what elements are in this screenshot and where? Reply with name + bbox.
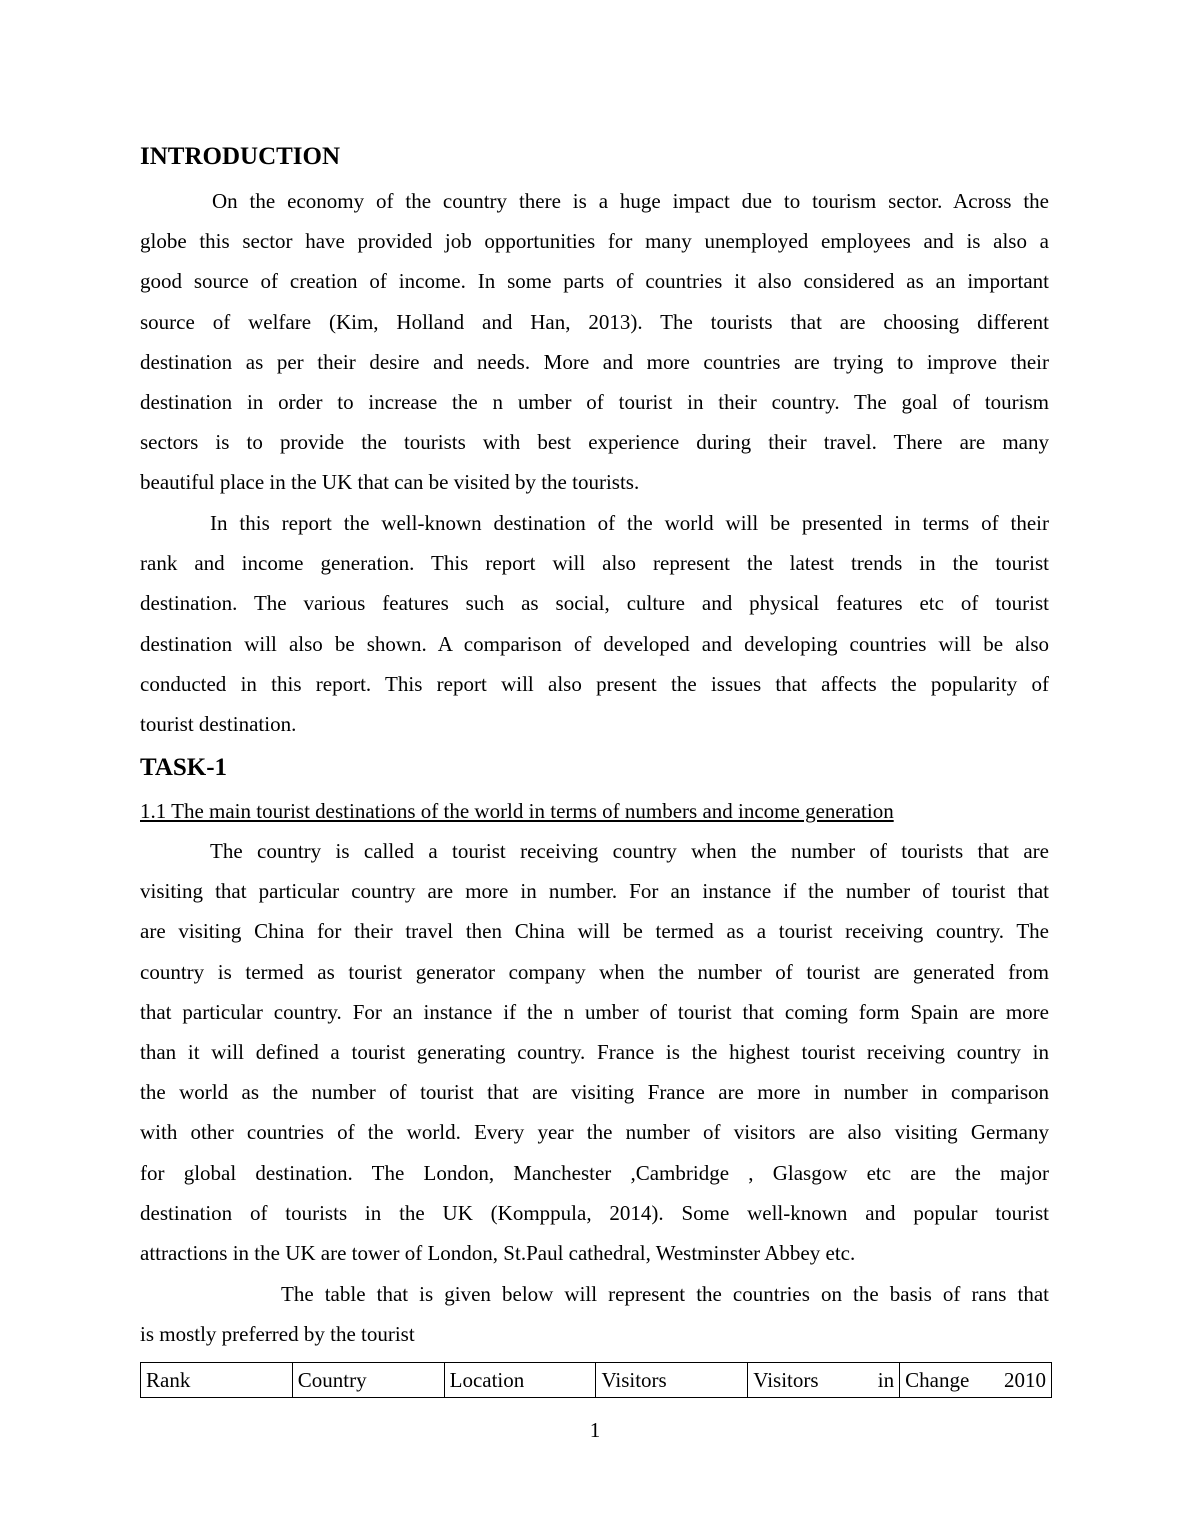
text-line: globe this sector have provided job opportunities for many unemployed employees and is also a [140, 229, 1049, 254]
introduction-heading: INTRODUCTION [140, 143, 341, 170]
intro-paragraph-2 [140, 503, 1049, 744]
text-line: destination in order to increase the n umber of tourist in their country. The goal of tourism [140, 389, 1049, 414]
intro-paragraph-1 [140, 181, 1049, 503]
text-line: beautiful place in the UK that can be visited by the tourists. [140, 470, 640, 495]
text-line: destination. The various features such as social, culture and physical features etc of tourist [140, 591, 1049, 616]
text-line: the world as the number of tourist that are visiting France are more in number in comparison [140, 1080, 1049, 1105]
text-line: for global destination. The London, Manchester ,Cambridge , Glasgow etc are the major [140, 1160, 1049, 1185]
header-visitors-in: Visitors in [748, 1363, 900, 1398]
task-paragraph-1 [140, 831, 1049, 1273]
text-line: source of welfare (Kim, Holland and Han, 2013). The tourists that are choosing different [140, 309, 1049, 334]
header-country: Country [292, 1363, 444, 1398]
task-paragraph-2 [140, 1274, 1049, 1354]
text-line: is mostly preferred by the tourist [140, 1322, 415, 1347]
text-line: country is termed as tourist generator company when the number of tourist are generated from [140, 959, 1049, 984]
text-line: sectors is to provide the tourists with best experience during their travel. There are many [140, 430, 1049, 455]
text-line: visiting that particular country are more in number. For an instance if the number of tourist that [140, 879, 1049, 904]
header-location: Location [444, 1363, 596, 1398]
text-line: rank and income generation. This report will also represent the latest trends in the tourist [140, 551, 1049, 576]
text-line: attractions in the UK are tower of London, St.Paul cathedral, Westminster Abbey etc. [140, 1240, 856, 1265]
header-change-2010: Change 2010 [900, 1363, 1052, 1398]
text-line: good source of creation of income. In some parts of countries it also considered as an important [140, 269, 1049, 294]
text-line: In this report the well-known destination of the world will be presented in terms of their [210, 511, 1049, 535]
text-line: than it will defined a tourist generating country. France is the highest tourist receiving country in [140, 1039, 1049, 1064]
text-line: destination of tourists in the UK (Komppula, 2014). Some well-known and popular tourist [140, 1200, 1049, 1225]
table-header-row [141, 1363, 1052, 1398]
text-line: with other countries of the world. Every year the number of visitors are also visiting Germany [140, 1120, 1049, 1145]
text-line: are visiting China for their travel then China will be termed as a tourist receiving country. The [140, 919, 1049, 944]
text-line: tourist destination. [140, 711, 297, 736]
text-line: The country is called a tourist receiving country when the number of tourists that are [210, 839, 1049, 863]
destinations-table [140, 1362, 1052, 1398]
page-number: 1 [589, 1418, 601, 1442]
header-rank: Rank [141, 1363, 293, 1398]
section-heading: 1.1 The main tourist destinations of the world in terms of numbers and income generation [140, 799, 894, 823]
text-line: destination will also be shown. A comparison of developed and developing countries will be also [140, 631, 1049, 656]
text-line: destination as per their desire and needs. More and more countries are trying to improve their [140, 349, 1049, 374]
text-line: that particular country. For an instance if the n umber of tourist that coming form Spain are more [140, 999, 1049, 1024]
text-line: conducted in this report. This report will also present the issues that affects the popularity of [140, 671, 1049, 696]
header-visitors: Visitors [596, 1363, 748, 1398]
text-line: The table that is given below will represent the countries on the basis of rans that [281, 1282, 1049, 1306]
task-heading: TASK-1 [140, 754, 228, 781]
text-line: On the economy of the country there is a huge impact due to tourism sector. Across the [212, 189, 1049, 213]
